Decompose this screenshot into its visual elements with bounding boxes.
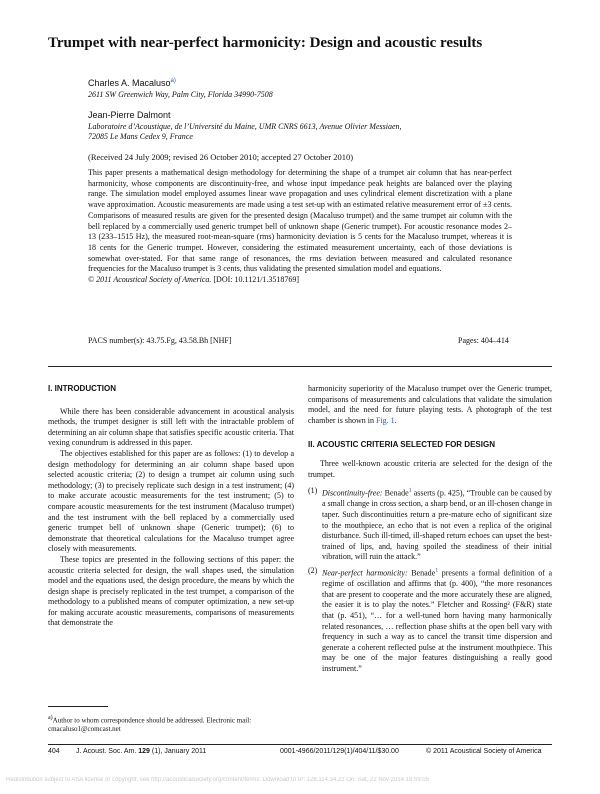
criteria-item-number: (1) — [308, 486, 318, 496]
figure-1-link[interactable]: Fig. 1 — [376, 415, 395, 425]
paper-title: Trumpet with near-perfect harmonicity: Design and acoustic results — [48, 35, 483, 51]
footer-divider — [48, 744, 552, 745]
author-2-affiliation-line-1: Laboratoire d’Acoustique, de l’Université du Maine, UMR CNRS 6613, Avenue Olivier Messiaen, — [88, 122, 402, 131]
criteria-item-number: (2) — [308, 565, 318, 575]
citation-ref-name: Benade — [384, 488, 409, 498]
intro-paragraph-1: While there has been considerable advancement in acoustical analysis methods, the trumpet designer is still left with the intractable problem of determining an air column shape that satisfies specific acoustic criteria. That vexing conundrum is addressed in this paper. — [48, 406, 294, 448]
footer-code: 0001-4966/2011/129(1)/404/11/$30.00 — [280, 748, 399, 755]
footer-copyright: © 2011 Acoustical Society of America — [426, 748, 542, 755]
abstract-doi[interactable]: [DOI: 10.1121/1.3518769] — [213, 275, 300, 285]
abstract — [88, 168, 512, 286]
author-2-affiliation-line-2: 72085 Le Mans Cedex 9, France — [88, 132, 193, 141]
footnote-marker: a) — [48, 715, 53, 721]
header-divider — [48, 366, 552, 367]
footer-journal-name: J. Acoust. Soc. Am. — [76, 748, 137, 755]
criteria-item-body: presents a formal definition of a regime of oscillation and affirms that (p. 400), “the more resonances that are present to cooperate and the more accurately these are aligned, the easier it is to play the notes.” Fletcher and Rossing² (F&R) state that (p. 451), “… for a well-tuned horn having many harmonically related resonances, … reflection phase shifts at the open bell vary with frequency in such a way as to cancel the transit time dispersion and generate a coherent reflected pulse at the instrument mouthpiece. This may be one of the major features distinguishing a really good instrument.” — [322, 568, 552, 673]
author-1-sup[interactable]: a) — [170, 78, 176, 84]
footnote — [48, 714, 300, 734]
page-range: Pages: 404–414 — [458, 336, 509, 345]
criteria-item-text — [322, 486, 552, 563]
right-column — [308, 384, 552, 675]
criteria-list-item — [308, 566, 552, 675]
criteria-item-label: Near-perfect harmonicity: — [322, 568, 408, 578]
footnote-text: Author to whom correspondence should be addressed. Electronic mail: cmacaluso1@comcast.net — [48, 716, 252, 734]
citation-ref-sup[interactable]: 1 — [435, 567, 439, 574]
abstract-text: This paper presents a mathematical design methodology for determining the shape of a trumpet air column that has near-perfect harmonicity, whose components are discontinuity-free, and whose input impedance peak heights are balanced over the playing range. The simulation model employed assumes linear wave propagation and uses cylindrical element discretization with a plane wave approximation. Acoustic measurements are made using a test set-up with an estimated relative measurement error of ±3 cents. Comparisons of measured results are given for the presented design (Macaluso trumpet) and the same trumpet air column with the bell replaced by a commercially used generic trumpet bell of unknown shape (Generic trumpet). For acoustic resonance modes 2–13 (233–1515 Hz), the measured root-mean-square (rms) harmonicity deviation is 5 cents for the Macaluso trumpet, whereas it is 18 cents for the Generic trumpet. However, considering the estimated measurement uncertainty, each of those deviations is somewhat over-stated. For that same range of resonances, the rms deviation between measured and calculated resonance frequencies for the Macaluso trumpet is 3 cents, thus validating the presented simulation model and equations. — [88, 168, 512, 274]
footer-journal — [76, 748, 206, 755]
criteria-list-item — [308, 486, 552, 563]
criteria-intro-paragraph: Three well-known acoustic criteria are selected for the design of the trumpet. — [308, 458, 552, 479]
download-watermark: Redistribution subject to ASA license or copyright; see http://acousticalsociety.org/content/terms. Download to IP: 128.114.34.22 On: Sat, 22 Nov 2014 18:59:05 — [6, 777, 430, 783]
footnote-divider — [48, 706, 108, 707]
citation-ref-name: Benade — [411, 568, 436, 578]
abstract-copyright: © 2011 Acoustical Society of America. — [88, 275, 212, 285]
footer-volume: 129 — [138, 748, 150, 755]
pacs-numbers: PACS number(s): 43.75.Fg, 43.58.Bh [NHF] — [88, 336, 232, 345]
citation-ref-sup[interactable]: 1 — [408, 488, 412, 495]
criteria-item-label: Discontinuity-free: — [322, 488, 383, 498]
right-intro-paragraph — [308, 384, 552, 426]
section-heading-introduction: I. INTRODUCTION — [48, 384, 116, 393]
author-2-name: Jean-Pierre Dalmont — [88, 110, 171, 120]
section-heading-acoustic-criteria: II. ACOUSTIC CRITERIA SELECTED FOR DESIGN — [308, 440, 495, 450]
criteria-item-text — [322, 566, 552, 675]
criteria-item-body: asserts (p. 425), “Trouble can be caused by a small change in cross section, a sharp bend, or an ill-chosen change in taper. Such discontinuities return a pre-mature echo of significant size to the mouthpiece, an echo that is not even a replica of the original disturbance. Such ill-timed, ill-shaped return echoes can upset the best-trained of lips, and, having spoiled the steadiness of their initial vibration, will ruin the attack.” — [322, 488, 553, 562]
author-1-affiliation: 2611 SW Greenwich Way, Palm City, Florida 34990-7508 — [88, 90, 273, 99]
left-column — [48, 384, 294, 629]
footer-page-number: 404 — [48, 748, 60, 755]
footer-issue-date: (1), January 2011 — [151, 748, 207, 755]
right-intro-text: harmonicity superiority of the Macaluso trumpet over the Generic trumpet, comparisons of measurements and calculations that validate the simulation model, and the need for future playing tests. A photograph of the test chamber is shown in — [308, 384, 552, 425]
author-1-name: Charles A. Macaluso — [88, 78, 171, 88]
right-intro-end: . — [394, 415, 397, 425]
intro-paragraph-2: The objectives established for this paper are as follows: (1) to develop a design methodology for determining an air column shape based upon selected acoustic criteria; (2) to design a trumpet air column using such methodology; (3) to precisely replicate such design in a test instrument; (4) to make accurate acoustic measurements for the test instrument; (5) to compare acoustic measurements for the test instrument (Macaluso trumpet) and the test instrument with the bell replaced by a commercially used generic trumpet bell of unknown shape (Generic trumpet); (6) to demonstrate that theoretical calculations for the Macaluso trumpet agree closely with measurements. — [48, 448, 294, 554]
author-name — [88, 78, 176, 88]
intro-paragraph-3: These topics are presented in the following sections of this paper: the acoustic criteria selected for design, the wall shapes used, the simulation model and the equations used, the design procedure, the means by which the design shape is precisely replicated in the test trumpet, a comparison of the methodology to a published means of computer optimization, a new set-up for making accurate acoustic measurements, comparisons of measurements that demonstrate the — [48, 554, 294, 628]
received-dates: (Received 24 July 2009; revised 26 October 2010; accepted 27 October 2010) — [88, 152, 354, 162]
